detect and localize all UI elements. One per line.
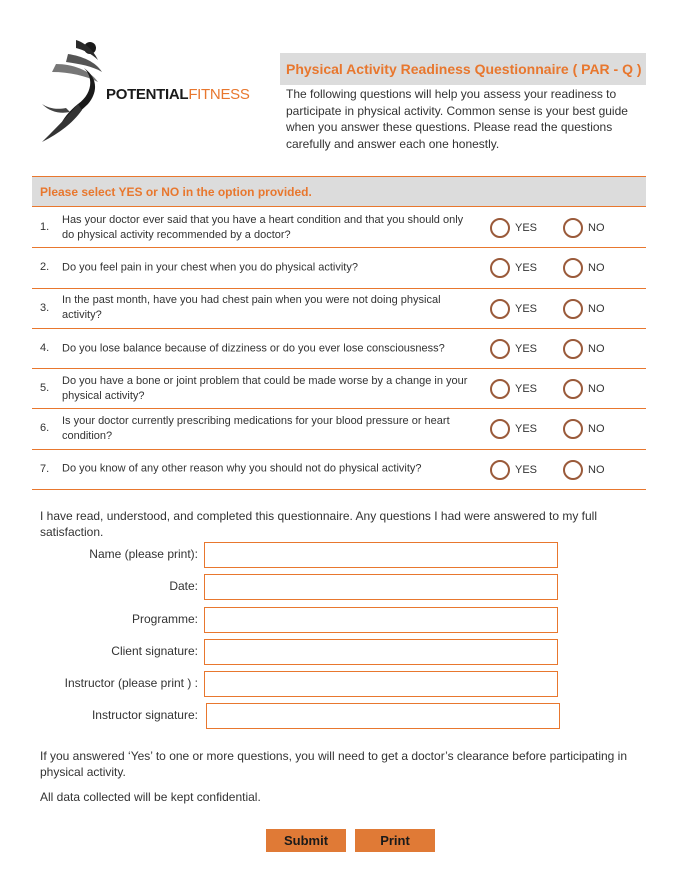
- q7-no-option[interactable]: [563, 460, 605, 480]
- q1-no-option[interactable]: [563, 218, 605, 238]
- no-label: NO: [588, 463, 605, 476]
- instructor-name-input[interactable]: [204, 671, 558, 697]
- question-text: In the past month, have you had chest pain when you were not doing physical activity?: [62, 294, 441, 322]
- question-row: [32, 329, 646, 369]
- instructor-signature-input[interactable]: [206, 703, 560, 729]
- question-text: Has your doctor ever said that you have a heart condition and that you should only do physical activity recommended by a doctor?: [62, 213, 464, 241]
- q7-yes-option[interactable]: [490, 460, 537, 480]
- no-label: NO: [588, 383, 605, 396]
- question-row: [32, 289, 646, 329]
- instructor-name-label: Instructor (please print ) :: [64, 676, 198, 690]
- question-list: [32, 208, 646, 490]
- no-label: NO: [588, 302, 605, 315]
- question-text: Do you lose balance because of dizziness or do you ever lose consciousness?: [62, 342, 445, 355]
- name-input[interactable]: [204, 542, 558, 568]
- instructor-name-field-row: [40, 671, 570, 698]
- question-text: Do you know of any other reason why you should not do physical activity?: [62, 462, 422, 475]
- no-label: NO: [588, 423, 605, 436]
- client-signature-label: Client signature:: [111, 644, 198, 658]
- clearance-note: If you answered ‘Yes’ to one or more questions, you will need to get a doctor’s clearance before participating in physical activity.: [40, 749, 628, 779]
- page-title: Physical Activity Readiness Questionnaire ( PAR - Q ): [280, 53, 646, 85]
- radio-icon[interactable]: [563, 379, 583, 399]
- no-label: NO: [588, 222, 605, 234]
- question-row: [32, 369, 646, 409]
- q1-yes-option[interactable]: [490, 218, 537, 238]
- programme-label: Programme:: [131, 612, 198, 626]
- radio-icon[interactable]: [490, 218, 510, 238]
- name-label: Name (please print):: [89, 547, 198, 561]
- radio-icon[interactable]: [563, 258, 583, 278]
- no-label: NO: [588, 262, 605, 275]
- question-number: 2.: [40, 261, 50, 274]
- client-signature-input[interactable]: [204, 639, 558, 665]
- radio-icon[interactable]: [563, 460, 583, 480]
- yes-label: YES: [515, 342, 538, 355]
- logo-wordmark: POTENTIALFITNESS: [106, 86, 250, 103]
- question-text: Is your doctor currently prescribing medications for your blood pressure or heart condition?: [62, 415, 450, 443]
- yes-label: YES: [515, 463, 538, 476]
- date-label: Date:: [169, 579, 198, 593]
- question-number: 5.: [40, 382, 50, 395]
- question-row: [32, 248, 646, 288]
- question-number: 4.: [40, 341, 50, 354]
- radio-icon[interactable]: [563, 339, 583, 359]
- instructor-signature-label: Instructor signature:: [91, 708, 198, 722]
- programme-field-row: [40, 607, 570, 634]
- yes-label: YES: [515, 302, 538, 315]
- question-number: 7.: [40, 462, 50, 475]
- radio-icon[interactable]: [490, 419, 510, 439]
- radio-icon[interactable]: [490, 258, 510, 278]
- client-signature-field-row: [40, 639, 570, 666]
- q3-no-option[interactable]: [563, 299, 605, 319]
- q4-no-option[interactable]: [563, 339, 605, 359]
- declaration-text: I have read, understood, and completed this questionnaire. Any questions I had were answered to my full satisfaction.: [40, 509, 598, 539]
- date-field-row: [40, 574, 570, 601]
- q2-yes-option[interactable]: [490, 258, 537, 278]
- radio-icon[interactable]: [490, 299, 510, 319]
- q5-no-option[interactable]: [563, 379, 605, 399]
- intro-text: The following questions will help you assess your readiness to participate in physical activity. Common sense is your best guide when you answer these questions. Please read the questions carefully and answer each one honestly.: [286, 87, 628, 151]
- instructions-bar: Please select YES or NO in the option provided.: [32, 176, 646, 207]
- yes-label: YES: [515, 383, 538, 396]
- submit-button[interactable]: Submit: [266, 829, 346, 852]
- question-row: [32, 208, 646, 248]
- question-number: 1.: [40, 221, 50, 233]
- yes-label: YES: [515, 423, 538, 436]
- q6-yes-option[interactable]: [490, 419, 537, 439]
- question-row: [32, 450, 646, 490]
- q3-yes-option[interactable]: [490, 299, 537, 319]
- question-text: Do you feel pain in your chest when you do physical activity?: [62, 261, 358, 274]
- date-input[interactable]: [204, 574, 558, 600]
- question-number: 6.: [40, 422, 50, 435]
- instructor-signature-field-row: [40, 703, 570, 730]
- question-number: 3.: [40, 301, 50, 314]
- radio-icon[interactable]: [563, 419, 583, 439]
- name-field-row: [40, 542, 570, 569]
- print-button[interactable]: Print: [355, 829, 435, 852]
- radio-icon[interactable]: [563, 299, 583, 319]
- yes-label: YES: [515, 222, 538, 234]
- yes-label: YES: [515, 262, 538, 275]
- question-text: Do you have a bone or joint problem that could be made worse by a change in your physical activity?: [62, 374, 468, 402]
- q6-no-option[interactable]: [563, 419, 605, 439]
- programme-input[interactable]: [204, 607, 558, 633]
- q2-no-option[interactable]: [563, 258, 605, 278]
- confidential-note: All data collected will be kept confidential.: [40, 790, 261, 804]
- radio-icon[interactable]: [490, 460, 510, 480]
- question-row: [32, 409, 646, 449]
- q4-yes-option[interactable]: [490, 339, 537, 359]
- no-label: NO: [588, 342, 605, 355]
- q5-yes-option[interactable]: [490, 379, 537, 399]
- radio-icon[interactable]: [563, 218, 583, 238]
- radio-icon[interactable]: [490, 379, 510, 399]
- potential-fitness-logo: [38, 38, 268, 148]
- radio-icon[interactable]: [490, 339, 510, 359]
